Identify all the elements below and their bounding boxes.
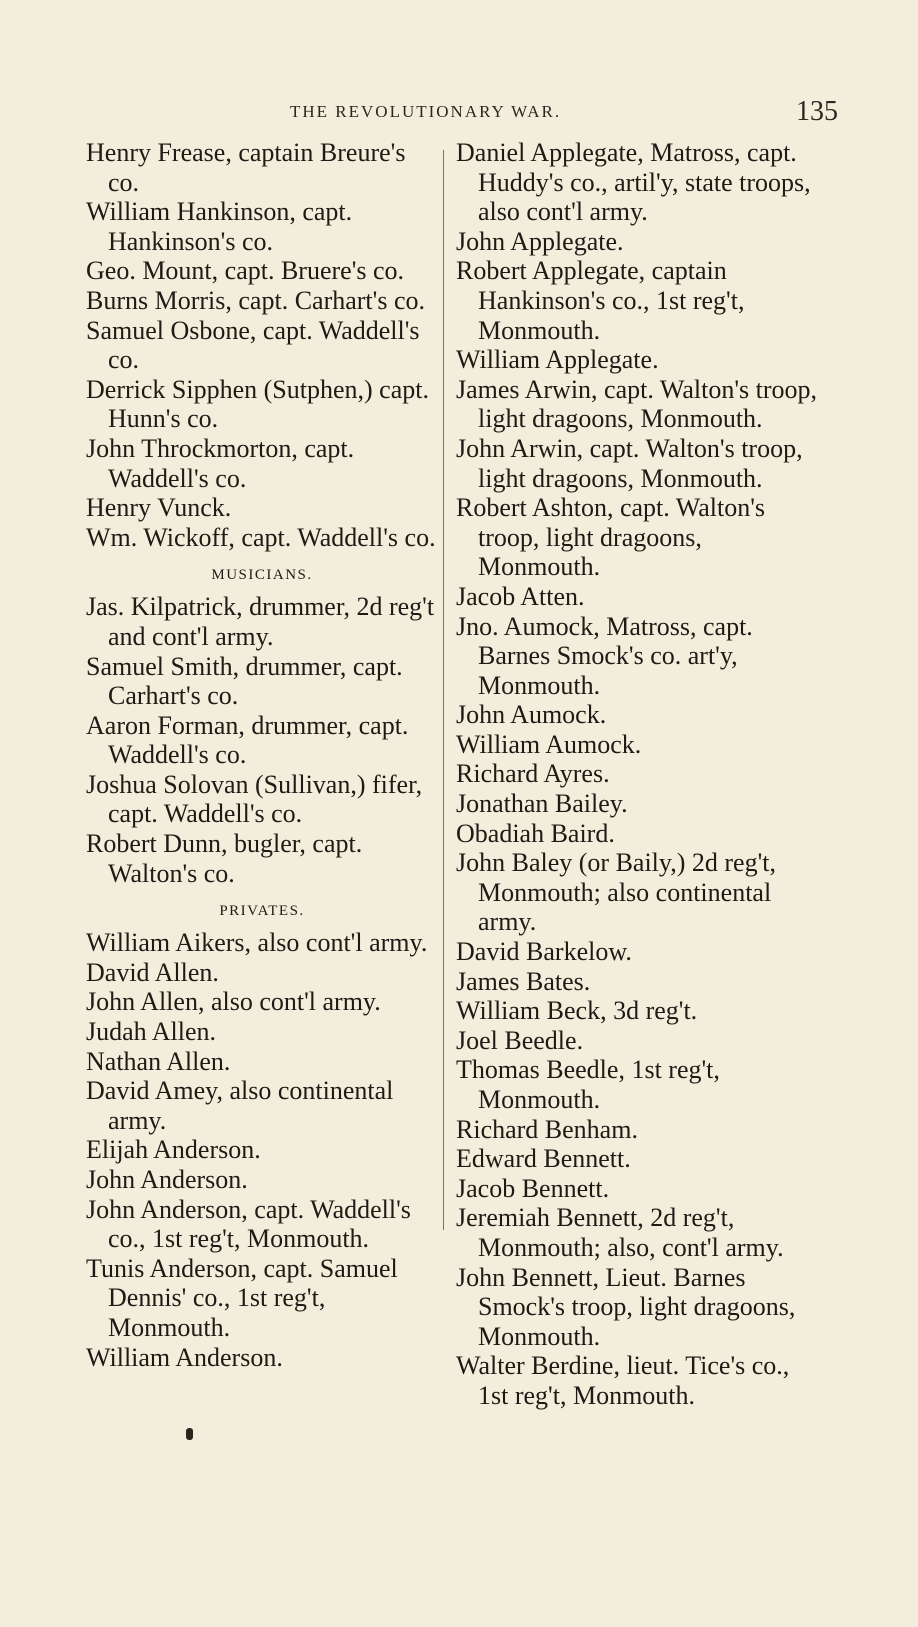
list-item: David Allen. — [86, 957, 219, 987]
list-item: Robert Dunn, bugler, capt. Walton's co. — [86, 829, 363, 888]
list-item: John Aumock. — [456, 700, 607, 730]
list-item: Henry Frease, captain Breure's co. — [86, 138, 406, 197]
list-item: William Aumock. — [456, 729, 642, 759]
list-item: James Bates. — [456, 966, 591, 996]
list-item: Tunis Anderson, capt. Samuel Dennis' co., 1st reg't, Monmouth. — [86, 1253, 398, 1342]
list-item: Samuel Smith, drummer, capt. Carhart's co. — [86, 651, 403, 711]
list-item: William Beck, 3d reg't. — [456, 996, 698, 1026]
list-item: John Baley (or Baily,) 2d reg't, Monmouth; also continental army. — [456, 848, 776, 937]
list-item: Derrick Sipphen (Sutphen,) capt. Hunn's co. — [86, 374, 429, 434]
list-item: Wm. Wickoff, capt. Waddell's co. — [86, 522, 436, 552]
list-item: Edward Bennett. — [456, 1144, 631, 1174]
list-item: James Arwin, capt. Walton's troop, light dragoons, Monmouth. — [456, 374, 818, 434]
list-item: John Anderson, capt. Waddell's co., 1st reg't, Monmouth. — [86, 1194, 411, 1254]
list-item: Aaron Forman, drummer, capt. Waddell's co. — [86, 710, 409, 770]
list-item: William Anderson. — [86, 1342, 283, 1372]
list-item: William Applegate. — [456, 345, 659, 375]
list-item: Richard Benham. — [456, 1114, 638, 1144]
list-item: Robert Ashton, capt. Walton's troop, light dragoons, Monmouth. — [456, 493, 766, 582]
left-entries-top — [86, 138, 438, 552]
list-item: Jas. Kilpatrick, drummer, 2d reg't and cont'l army. — [86, 592, 435, 651]
list-item: Daniel Applegate, Matross, capt. Huddy's co., artil'y, state troops, also cont'l army. — [456, 138, 811, 227]
musicians-heading: MUSICIANS. — [211, 567, 313, 584]
list-item: Henry Vunck. — [86, 493, 232, 523]
list-item: David Amey, also continental army. — [86, 1076, 394, 1135]
privates-list — [86, 928, 438, 1372]
right-column — [456, 138, 824, 1411]
list-item: Geo. Mount, capt. Bruere's co. — [86, 256, 405, 286]
list-item: Samuel Osbone, capt. Waddell's co. — [86, 315, 420, 375]
list-item: Walter Berdine, lieut. Tice's co., 1st reg't, Monmouth. — [456, 1351, 790, 1410]
list-item: John Bennett, Lieut. Barnes Smock's troop, light dragoons, Monmouth. — [456, 1262, 796, 1351]
list-item: Jonathan Bailey. — [456, 789, 628, 819]
left-column — [86, 138, 438, 1372]
ink-blot-mark — [186, 1428, 193, 1440]
list-item: Joshua Solovan (Sullivan,) fifer, capt. Waddell's co. — [86, 769, 423, 829]
list-item: David Barkelow. — [456, 937, 632, 967]
list-item: John Anderson. — [86, 1165, 248, 1194]
list-item: Thomas Beedle, 1st reg't, Monmouth. — [456, 1055, 720, 1114]
list-item: Robert Applegate, captain Hankinson's co., 1st reg't, Monmouth. — [456, 256, 745, 345]
running-head-title: THE REVOLUTIONARY WAR. — [290, 102, 562, 121]
list-item: Elijah Anderson. — [86, 1135, 261, 1165]
list-item: Judah Allen. — [86, 1017, 216, 1047]
musicians-list — [86, 592, 438, 888]
list-item: William Aikers, also cont'l army. — [86, 928, 428, 958]
list-item: Jno. Aumock, Matross, capt. Barnes Smock's co. art'y, Monmouth. — [456, 611, 753, 700]
page-number: 135 — [796, 96, 838, 127]
list-item: John Applegate. — [456, 226, 624, 256]
list-item: Jacob Atten. — [456, 581, 585, 611]
list-item: Jacob Bennett. — [456, 1173, 610, 1203]
list-item: Nathan Allen. — [86, 1046, 231, 1076]
list-item: Richard Ayres. — [456, 759, 610, 789]
list-item: Joel Beedle. — [456, 1025, 584, 1055]
list-item: John Throckmorton, capt. Waddell's co. — [86, 433, 355, 493]
list-item: Burns Morris, capt. Carhart's co. — [86, 285, 426, 315]
list-item: John Allen, also cont'l army. — [86, 987, 381, 1017]
running-head — [0, 96, 918, 130]
list-item: John Arwin, capt. Walton's troop, light dragoons, Monmouth. — [456, 433, 803, 493]
list-item: Jeremiah Bennett, 2d reg't, Monmouth; also, cont'l army. — [456, 1203, 784, 1262]
column-divider — [443, 150, 444, 1230]
privates-heading: PRIVATES. — [219, 903, 305, 920]
list-item: William Hankinson, capt. Hankinson's co. — [86, 197, 353, 256]
list-item: Obadiah Baird. — [456, 818, 615, 848]
